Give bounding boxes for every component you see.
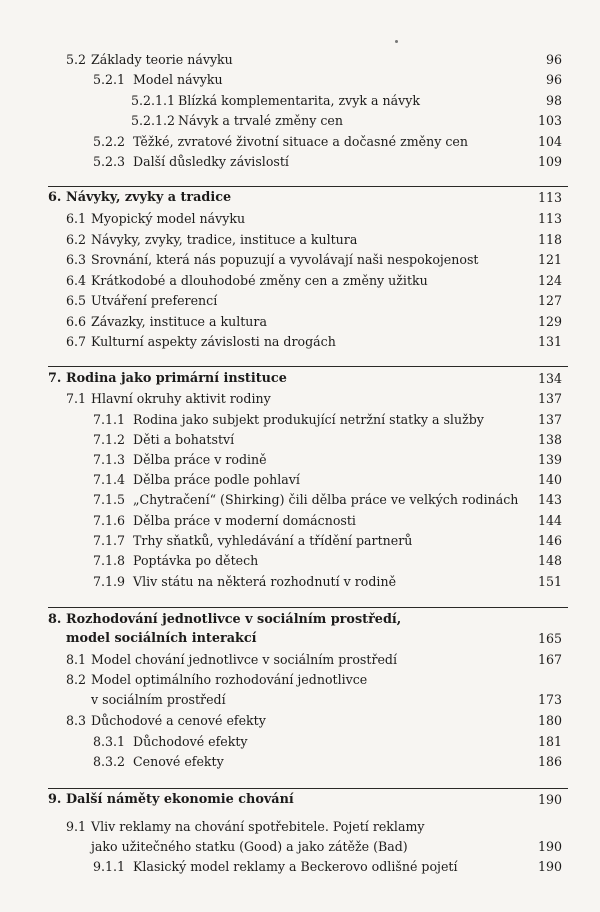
- chapter-divider: [48, 186, 568, 187]
- entry-title: v sociálním prostředí: [91, 692, 226, 707]
- entry-page-number: 137: [537, 412, 562, 427]
- entry-title: Závazky, instituce a kultura: [91, 314, 267, 329]
- entry-number: 7.1.7: [93, 533, 126, 548]
- toc-entry: [0, 111, 600, 131]
- entry-page-number: 129: [537, 314, 562, 329]
- entry-page-number: 103: [537, 113, 562, 128]
- entry-number: 7.1.1: [93, 412, 126, 427]
- toc-entry: [0, 410, 600, 430]
- entry-number: 9.: [48, 792, 62, 807]
- entry-number: 5.2.2: [93, 134, 126, 149]
- entry-title: jako užitečného statku (Good) a jako zátěže (Bad): [91, 839, 408, 854]
- entry-page-number: 165: [537, 631, 562, 646]
- entry-page-number: 113: [537, 211, 562, 226]
- entry-number: 6.4: [66, 273, 87, 288]
- entry-page-number: 148: [537, 553, 562, 568]
- entry-title: Další náměty ekonomie chování: [66, 792, 294, 807]
- entry-number: 8.1: [66, 652, 87, 667]
- toc-entry: [0, 250, 600, 270]
- toc-entry: [0, 551, 600, 571]
- entry-page-number: 131: [537, 334, 562, 349]
- entry-number: 7.1: [66, 391, 87, 406]
- entry-number: 5.2.1.2: [131, 113, 176, 128]
- entry-page-number: 134: [537, 371, 562, 386]
- entry-number: 7.1.9: [93, 574, 126, 589]
- toc-entry: [0, 389, 600, 409]
- entry-number: 8.: [48, 612, 62, 627]
- toc-entry: [0, 91, 600, 111]
- entry-number: 7.1.5: [93, 492, 126, 507]
- toc-entry: [0, 50, 600, 70]
- entry-title: Model chování jednotlivce v sociálním prostředí: [91, 652, 398, 667]
- chapter-divider: [48, 607, 568, 608]
- chapter-divider: [48, 788, 568, 789]
- entry-page-number: 104: [537, 134, 562, 149]
- entry-title: Dělba práce podle pohlaví: [133, 472, 300, 487]
- entry-title: Důchodové efekty: [133, 734, 248, 749]
- entry-title: Návyk a trvalé změny cen: [178, 113, 343, 128]
- entry-title: Dělba práce v moderní domácnosti: [133, 513, 356, 528]
- entry-page-number: 98: [545, 93, 562, 108]
- entry-title: Klasický model reklamy a Beckerovo odlišné pojetí: [133, 859, 458, 874]
- entry-title: Vliv státu na některá rozhodnutí v rodině: [133, 574, 397, 589]
- entry-page-number: 96: [545, 72, 562, 87]
- toc-entry: [0, 752, 600, 772]
- entry-page-number: 173: [537, 692, 562, 707]
- chapter-divider: [48, 366, 568, 367]
- entry-number: 8.3.1: [93, 734, 126, 749]
- entry-page-number: 138: [537, 432, 562, 447]
- entry-page-number: 139: [537, 452, 562, 467]
- toc-chapter-entry: [0, 790, 600, 810]
- entry-page-number: 190: [537, 859, 562, 874]
- entry-page-number: 143: [537, 492, 562, 507]
- entry-number: 7.1.6: [93, 513, 126, 528]
- entry-number: 5.2: [66, 52, 87, 67]
- entry-title: „Chytračení“ (Shirking) čili dělba práce ve velkých rodinách: [133, 492, 519, 507]
- entry-title: Rodina jako subjekt produkující netržní statky a služby: [133, 412, 484, 427]
- entry-title: Děti a bohatství: [133, 432, 235, 447]
- toc-chapter-entry: [0, 188, 600, 208]
- entry-title: Kulturní aspekty závislosti na drogách: [91, 334, 336, 349]
- entry-title: Poptávka po dětech: [133, 553, 259, 568]
- entry-page-number: 121: [537, 252, 562, 267]
- entry-page-number: 127: [537, 293, 562, 308]
- entry-number: 8.2: [66, 672, 87, 687]
- entry-title: Srovnání, která nás popuzují a vyvolávají naši nespokojenost: [91, 252, 479, 267]
- entry-title: Dělba práce v rodině: [133, 452, 267, 467]
- entry-title: model sociálních interakcí: [66, 631, 257, 646]
- entry-number: 6.5: [66, 293, 87, 308]
- entry-page-number: 146: [537, 533, 562, 548]
- entry-title: Důchodové a cenové efekty: [91, 713, 266, 728]
- entry-title: Cenové efekty: [133, 754, 224, 769]
- toc-entry: [0, 670, 600, 690]
- toc-entry: [0, 291, 600, 311]
- toc-entry: [0, 470, 600, 490]
- entry-title: Krátkodobé a dlouhodobé změny cen a změny užitku: [91, 273, 428, 288]
- toc-entry: [0, 152, 600, 172]
- entry-title: Rodina jako primární instituce: [66, 371, 287, 386]
- entry-title: Další důsledky závislostí: [133, 154, 289, 169]
- toc-entry: [0, 132, 600, 152]
- entry-number: 7.1.4: [93, 472, 126, 487]
- entry-title: Blízká komplementarita, zvyk a návyk: [178, 93, 420, 108]
- entry-number: 6.2: [66, 232, 87, 247]
- toc-entry: [0, 511, 600, 531]
- entry-number: 8.3.2: [93, 754, 126, 769]
- toc-entry: [0, 230, 600, 250]
- entry-number: 8.3: [66, 713, 87, 728]
- toc-entry: [0, 430, 600, 450]
- entry-title: Trhy sňatků, vyhledávání a třídění partnerů: [133, 533, 413, 548]
- entry-page-number: 190: [537, 839, 562, 854]
- entry-page-number: 96: [545, 52, 562, 67]
- toc-entry: [0, 650, 600, 670]
- entry-page-number: 118: [537, 232, 562, 247]
- toc-entry: [0, 271, 600, 291]
- entry-page-number: 137: [537, 391, 562, 406]
- entry-title: Těžké, zvratové životní situace a dočasné změny cen: [133, 134, 468, 149]
- toc-chapter-entry: [0, 369, 600, 389]
- toc-entry: [0, 817, 600, 837]
- toc-chapter-entry: [0, 629, 600, 649]
- entry-title: Návyky, zvyky, tradice, instituce a kultura: [91, 232, 358, 247]
- toc-entry: [0, 209, 600, 229]
- entry-page-number: 151: [537, 574, 562, 589]
- entry-number: 9.1: [66, 819, 87, 834]
- toc-entry: [0, 70, 600, 90]
- toc-entry: [0, 732, 600, 752]
- entry-number: 7.1.8: [93, 553, 126, 568]
- toc-entry: [0, 450, 600, 470]
- entry-title: Model návyku: [133, 72, 223, 87]
- entry-title: Rozhodování jednotlivce v sociálním prostředí,: [66, 612, 402, 627]
- entry-page-number: 181: [537, 734, 562, 749]
- entry-title: Model optimálního rozhodování jednotlivce: [91, 672, 368, 687]
- entry-number: 6.7: [66, 334, 87, 349]
- toc-entry: [0, 312, 600, 332]
- entry-page-number: 113: [537, 190, 562, 205]
- entry-page-number: 180: [537, 713, 562, 728]
- entry-page-number: 167: [537, 652, 562, 667]
- entry-page-number: 109: [537, 154, 562, 169]
- entry-number: 7.1.2: [93, 432, 126, 447]
- toc-entry: [0, 490, 600, 510]
- entry-title: Základy teorie návyku: [91, 52, 233, 67]
- entry-title: Hlavní okruhy aktivit rodiny: [91, 391, 271, 406]
- entry-page-number: 190: [537, 792, 562, 807]
- toc-entry: [0, 572, 600, 592]
- entry-number: 5.2.1.1: [131, 93, 176, 108]
- entry-number: 6.6: [66, 314, 87, 329]
- toc-entry: [0, 531, 600, 551]
- toc-chapter-entry: [0, 610, 600, 630]
- toc-entry: [0, 857, 600, 877]
- entry-number: 5.2.3: [93, 154, 126, 169]
- entry-number: 5.2.1: [93, 72, 126, 87]
- entry-number: 6.3: [66, 252, 87, 267]
- entry-title: Myopický model návyku: [91, 211, 246, 226]
- entry-title: Utváření preferencí: [91, 293, 218, 308]
- toc-entry: [0, 711, 600, 731]
- entry-page-number: 186: [537, 754, 562, 769]
- entry-number: 7.1.3: [93, 452, 126, 467]
- entry-number: 6.1: [66, 211, 87, 226]
- toc-entry: [0, 332, 600, 352]
- entry-title: Návyky, zvyky a tradice: [66, 190, 232, 205]
- entry-page-number: 144: [537, 513, 562, 528]
- entry-number: 9.1.1: [93, 859, 126, 874]
- entry-title: Vliv reklamy na chování spotřebitele. Pojetí reklamy: [91, 819, 425, 834]
- entry-number: 6.: [48, 190, 62, 205]
- toc-entry: [0, 690, 600, 710]
- toc-entry: [0, 837, 600, 857]
- entry-number: 7.: [48, 371, 62, 386]
- entry-page-number: 140: [537, 472, 562, 487]
- entry-page-number: 124: [537, 273, 562, 288]
